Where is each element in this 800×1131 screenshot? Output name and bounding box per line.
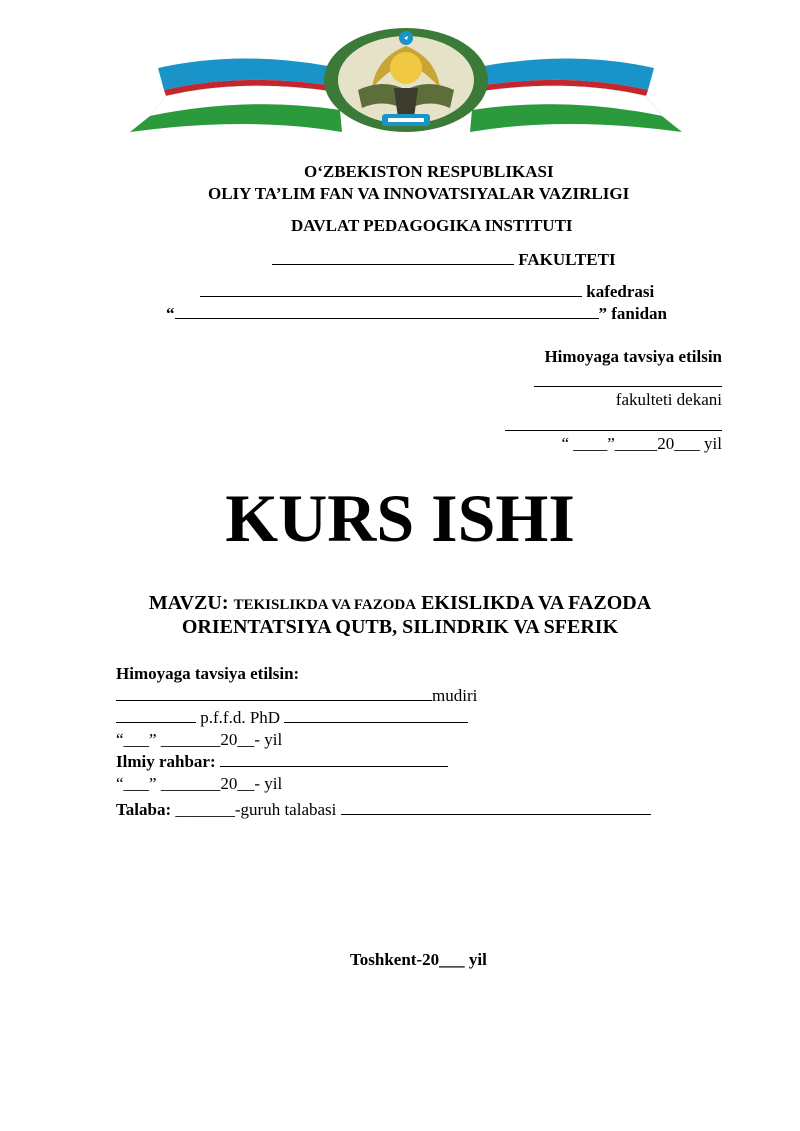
student-line xyxy=(116,800,651,820)
head-label: mudiri xyxy=(432,686,478,705)
supervisor-blank xyxy=(220,752,448,767)
topic-line-2: ORIENTATSIYA QUTB, SILINDRIK VA SFERIK xyxy=(181,616,619,638)
degree-label: p.f.f.d. PhD xyxy=(200,708,281,727)
approval-top-heading: Himoyaga tavsiya etilsin xyxy=(544,347,722,366)
degree-line xyxy=(116,708,468,728)
faculty-blank xyxy=(272,250,514,265)
state-emblem-banner xyxy=(128,28,684,136)
student-name-blank xyxy=(341,800,651,815)
left-flag-icon xyxy=(130,58,342,132)
dean-label: fakulteti dekani xyxy=(615,390,722,409)
dean-name-line xyxy=(505,430,722,431)
right-flag-icon xyxy=(470,58,682,132)
supervisor-line xyxy=(116,752,448,772)
group-text: _______-guruh talabasi xyxy=(175,800,337,819)
degree-blank-left xyxy=(116,708,196,723)
topic-prefix: MAVZU: xyxy=(148,592,229,614)
institute-name: DAVLAT PEDAGOGIKA INSTITUTI xyxy=(291,216,573,235)
city-year: Toshkent-20___ yil xyxy=(350,950,487,969)
subject-label: ” fanidan xyxy=(598,304,667,323)
student-label: Talaba: xyxy=(116,800,172,819)
coat-of-arms-icon xyxy=(324,28,488,132)
faculty-line xyxy=(272,250,616,270)
topic-rest: EKISLIKDA VA FAZODA xyxy=(421,592,652,614)
topic-small-caps: TEKISLIKDA VA FAZODA xyxy=(233,597,417,613)
document-title: KURS ISHI xyxy=(225,480,575,556)
subject-blank xyxy=(175,304,599,319)
faculty-label: FAKULTETI xyxy=(518,250,616,269)
ministry-name: OLIY TA’LIM FAN VA INNOVATSIYALAR VAZIRLIGI xyxy=(208,184,630,203)
subject-line xyxy=(166,304,667,324)
department-blank xyxy=(200,282,582,297)
approval-top-date: “ ____”_____20___ yil xyxy=(561,434,722,453)
head-blank xyxy=(116,686,432,701)
country-name: O‘ZBEKISTON RESPUBLIKASI xyxy=(304,162,554,181)
approval-bottom-date-2: “___” _______20__- yil xyxy=(116,774,283,793)
approval-top-signature-line xyxy=(534,386,722,387)
department-line xyxy=(200,282,654,302)
head-line xyxy=(116,686,477,706)
degree-blank-right xyxy=(284,708,468,723)
department-label: kafedrasi xyxy=(586,282,655,301)
supervisor-label: Ilmiy rahbar: xyxy=(116,752,216,771)
approval-bottom-heading: Himoyaga tavsiya etilsin: xyxy=(116,664,300,683)
approval-bottom-date-1: “___” _______20__- yil xyxy=(116,730,283,749)
topic-line-1 xyxy=(0,592,800,615)
subject-open-quote: “ xyxy=(166,304,175,323)
